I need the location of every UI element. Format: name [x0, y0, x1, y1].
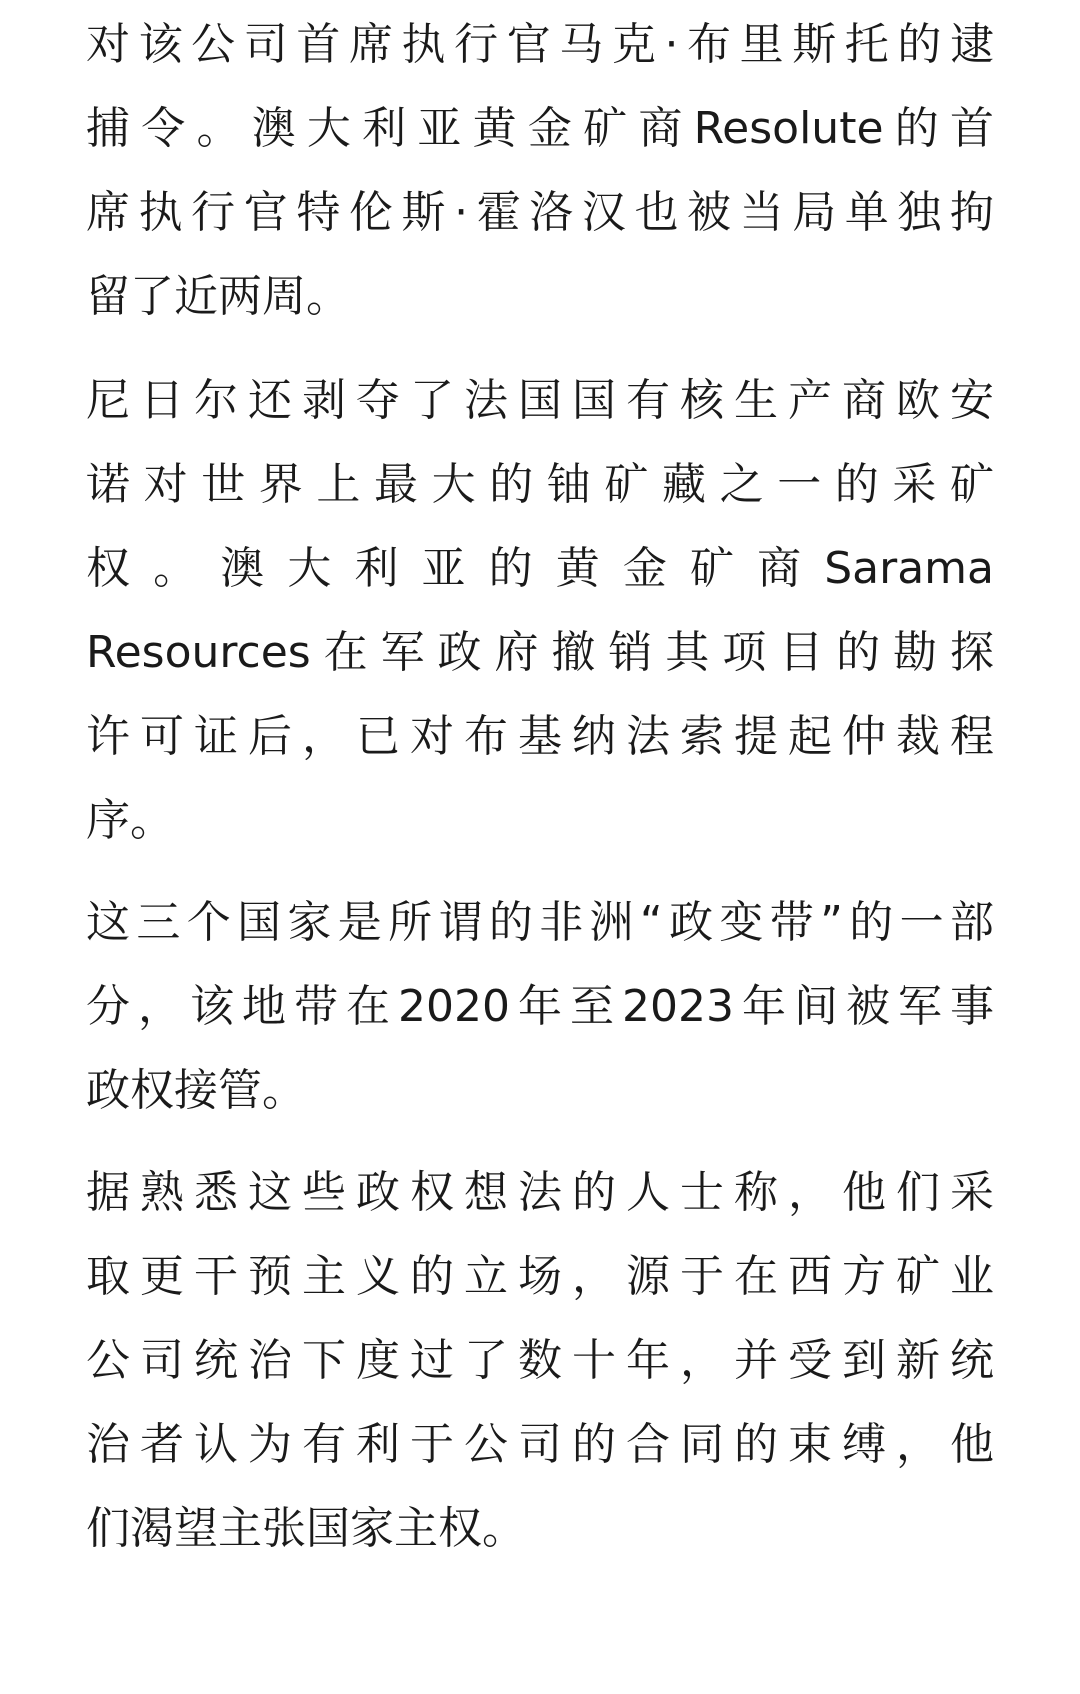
text-line: 公司统治下度过了数十年，并受到新统 — [86, 1335, 994, 1386]
text-line: 分，该地带在2020年至2023年间被军事 — [86, 981, 994, 1032]
text-line: 治者认为有利于公司的合同的束缚，他 — [86, 1419, 994, 1470]
text-line: 政权接管。 — [86, 1065, 306, 1116]
text-line: 权。澳大利亚的黄金矿商Sarama — [86, 543, 994, 594]
text-line: 捕令。澳大利亚黄金矿商Resolute的首 — [86, 103, 994, 154]
text-line: 许可证后，已对布基纳法索提起仲裁程 — [86, 711, 994, 762]
text-line: 尼日尔还剥夺了法国国有核生产商欧安 — [86, 375, 994, 426]
text-line: 序。 — [86, 795, 174, 846]
text-line: Resources在军政府撤销其项目的勘探 — [86, 627, 994, 678]
text-line: 诺对世界上最大的铀矿藏之一的采矿 — [86, 459, 994, 510]
text-line: 们渴望主张国家主权。 — [86, 1503, 526, 1554]
text-line: 对该公司首席执行官马克·布里斯托的逮 — [86, 19, 994, 70]
text-line: 席执行官特伦斯·霍洛汉也被当局单独拘 — [86, 187, 994, 238]
text-line: 据熟悉这些政权想法的人士称，他们采 — [86, 1167, 994, 1218]
text-line: 这三个国家是所谓的非洲“政变带”的一部 — [86, 897, 994, 948]
text-line: 取更干预主义的立场，源于在西方矿业 — [86, 1251, 994, 1302]
text-line: 留了近两周。 — [86, 271, 350, 322]
